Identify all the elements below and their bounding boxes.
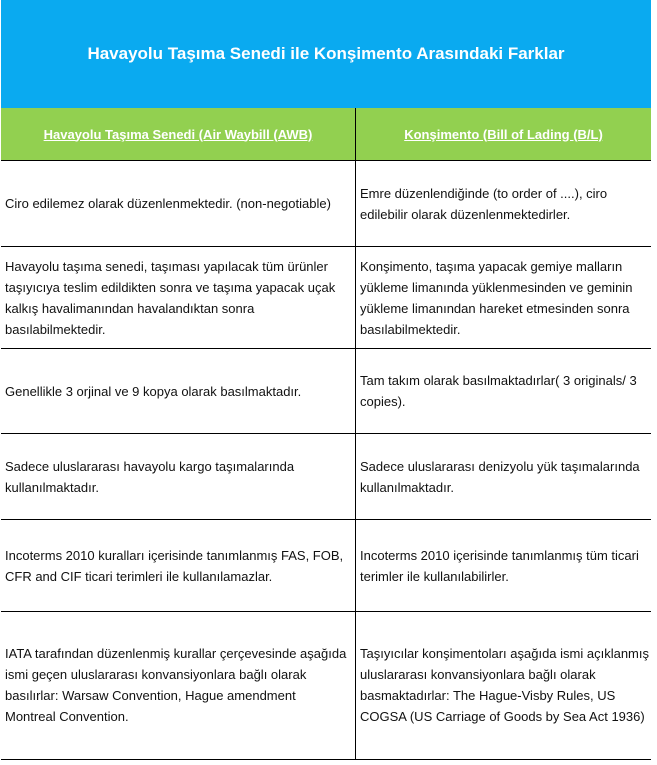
awb-cell: Ciro edilemez olarak düzenlenmektedir. (non-negotiable)	[5, 196, 331, 211]
table-row	[1, 520, 651, 612]
bl-cell: Sadece uluslararası denizyolu yük taşımalarında kullanılmaktadır.	[360, 458, 640, 495]
awb-cell: Incoterms 2010 kuralları içerisinde tanımlanmış FAS, FOB, CFR and CIF ticari terimleri ile kullanılamazlar.	[5, 547, 344, 584]
bl-cell: Taşıyıcılar konşimentoları aşağıda ismi açıklanmış uluslararası konvansiyonlara bağlı olarak basmaktadırlar: The Hague-Visby Rules, US COGSA (US Carriage of Goods by Sea Act 1936)	[360, 646, 649, 724]
comparison-table	[1, 0, 651, 762]
bl-cell: Tam takım olarak basılmaktadırlar( 3 originals/ 3 copies).	[360, 373, 637, 409]
awb-cell: Havayolu taşıma senedi, taşıması yapılacak tüm ürünler taşıyıcıya teslim edildikten sonra ve taşıma yapacak uçak kalkış havalimanından havalandıktan sonra basılabilmektedir.	[5, 258, 336, 337]
bl-cell: Incoterms 2010 içerisinde tanımlanmış tüm ticari terimler ile kullanılabilirler.	[360, 547, 639, 584]
header-awb: Havayolu Taşıma Senedi (Air Waybill (AWB)	[43, 126, 313, 142]
column-divider	[355, 108, 356, 760]
awb-cell: Genellikle 3 orjinal ve 9 kopya olarak basılmaktadır.	[5, 383, 302, 399]
table-row	[1, 612, 651, 758]
table-row	[1, 161, 651, 247]
table-title: Havayolu Taşıma Senedi ile Konşimento Arasındaki Farklar	[1, 0, 651, 108]
bl-cell: Konşimento, taşıma yapacak gemiye malların yükleme limanında yüklenmesinden ve geminin yükleme limanından hareket etmesinden sonra basılabilmektedir.	[360, 258, 633, 337]
header-bl: Konşimento (Bill of Lading (B/L)	[404, 126, 603, 142]
table-row	[1, 349, 651, 434]
table-body	[1, 161, 651, 758]
header-row	[1, 108, 651, 161]
table-row	[1, 434, 651, 520]
table-row	[1, 247, 651, 349]
awb-cell: Sadece uluslararası havayolu kargo taşımalarında kullanılmaktadır.	[5, 458, 295, 495]
bl-cell: Emre düzenlendiğinde (to order of ....), ciro edilebilir olarak düzenlenmektedirler.	[360, 185, 608, 222]
awb-cell: IATA tarafından düzenlenmiş kurallar çerçevesinde aşağıda ismi geçen uluslararası konvansiyonlara bağlı olarak basılırlar: Warsaw Convention, Hague amendment Montreal Convention.	[5, 646, 347, 724]
table-bottom-border	[1, 759, 651, 760]
